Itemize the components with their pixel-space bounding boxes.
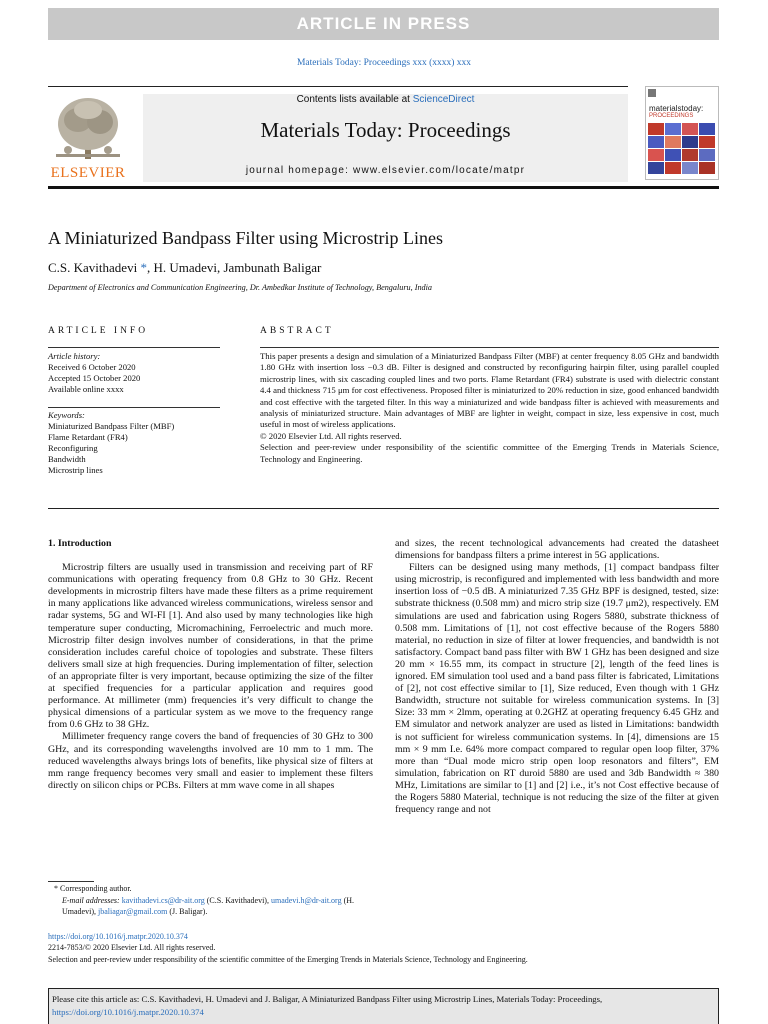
article-in-press-banner: ARTICLE IN PRESS — [48, 8, 719, 40]
abstract-heading: ABSTRACT — [260, 326, 334, 336]
cover-title: materialstoday: — [649, 104, 704, 113]
doi-block — [48, 931, 728, 965]
email-name-2: (H. Umadevi), — [62, 895, 355, 916]
journal-title: Materials Today: Proceedings — [260, 118, 511, 142]
citation-text: Please cite this article as: C.S. Kavithadevi, H. Umadevi and J. Baligar, A Miniaturized Bandpass Filter using Microstrip Lines, Materials Today: Proceedings, — [52, 994, 603, 1004]
article-info-rule — [48, 347, 220, 348]
header-top-rule — [48, 86, 628, 87]
right-column — [395, 538, 719, 816]
abstract-selection-note: Selection and peer-review under responsibility of the scientific committee of the Emerging Trends in Materials Science, Technology and Engineering. — [260, 442, 719, 464]
keywords-block — [48, 410, 218, 476]
email-link-2[interactable]: umadevi.h@dr-ait.org — [270, 895, 342, 905]
citation-doi-link[interactable]: https://doi.org/10.1016/j.matpr.2020.10.374 — [52, 1007, 204, 1017]
history-item: Available online xxxx — [48, 384, 124, 394]
cover-subtitle: PROCEEDINGS — [649, 113, 694, 119]
header-bottom-rule — [48, 186, 719, 189]
history-label: Article history: — [48, 351, 101, 361]
article-history — [48, 351, 218, 395]
history-item: Received 6 October 2020 — [48, 362, 136, 372]
contents-available-line — [143, 94, 628, 105]
email-label: E-mail addresses: — [62, 895, 122, 905]
keywords-rule — [48, 407, 220, 408]
article-info-heading: ARTICLE INFO — [48, 326, 149, 336]
email-addresses — [48, 895, 373, 918]
author-rest: , H. Umadevi, Jambunath Baligar — [146, 260, 322, 275]
email-link-1[interactable]: kavithadevi.cs@dr-ait.org — [121, 895, 205, 905]
body-separator-rule — [48, 508, 719, 509]
author-list — [48, 260, 321, 276]
keyword-item: Microstrip lines — [48, 465, 103, 475]
sciencedirect-link[interactable]: ScienceDirect — [412, 94, 475, 105]
journal-reference-link[interactable]: Materials Today: Proceedings xxx (xxxx) xxx — [296, 58, 472, 68]
history-item: Accepted 15 October 2020 — [48, 373, 141, 383]
affiliation: Department of Electronics and Communication Engineering, Dr. Ambedkar Institute of Technology, Bengaluru, India — [48, 283, 433, 292]
author-first: C.S. Kavithadevi — [48, 260, 138, 275]
cover-mosaic-icon — [648, 123, 718, 177]
citation-box — [48, 988, 719, 1024]
issn-copyright: 2214-7853/© 2020 Elsevier Ltd. All rights reserved. — [48, 943, 216, 953]
keywords-label: Keywords: — [48, 410, 85, 420]
doi-selection-note: Selection and peer-review under responsibility of the scientific committee of the Emerging Trends in Materials Science, Technology and Engineering. — [48, 954, 528, 964]
contents-prefix: Contents lists available at — [296, 94, 413, 105]
keyword-item: Bandwidth — [48, 454, 86, 464]
left-column — [48, 538, 373, 792]
email-name-3: (J. Baligar). — [167, 907, 208, 916]
journal-cover-thumbnail[interactable] — [645, 86, 719, 180]
right-paragraph-1: and sizes, the recent technological advancements had created the datasheet dimensions for bandpass filters a prime interest in 5G applications. — [395, 538, 719, 562]
abstract-paragraph: This paper presents a design and simulation of a Miniaturized Bandpass Filter (MBF) at center frequency 8.05 GHz and bandwidth 1.80 GHz with insertion loss −0.3 dB. Filter is designed and constructed by reconfiguring hairpin filter, using parallel coupled microstrip lines, with six cascading coupled lines and two ports. Flame Retardant (FR4) substrate is used with dielectric constant 4.4 and thickness 715 μm for cost effectiveness. Proposed filter is miniaturized to 20% reduction in size, good enhanced bandwidth and cost effective with the targeted filter. In this way a miniaturized and wide bandpass filter is achieved with measurements and analysis of miniaturized structure. Main advantages of MBF are lighter in weight, compact in size, less expensive in cost, much useful in most of wireless applications. — [260, 351, 719, 430]
keyword-item: Miniaturized Bandpass Filter (MBF) — [48, 421, 175, 431]
doi-link[interactable]: https://doi.org/10.1016/j.matpr.2020.10.374 — [48, 932, 188, 941]
abstract-rule — [260, 347, 719, 348]
elsevier-wordmark: ELSEVIER — [50, 165, 126, 181]
footnote-rule — [48, 881, 94, 882]
cover-logo-icon — [648, 89, 718, 103]
right-paragraph-2: Filters can be designed using many methods, [1] compact bandpass filter using microstrip, is reconfigured and implemented with less bandwidth and more insertion loss of −0.5 dB. A miniaturized 7.35 GHz BPF is designed, tested, size: substrate thickness (0.508 mm) and micro strip size (19.7 μm2), respectively. EM simulations are used and fabrication using Rogers 5880, substrate thickness of 0.508 mm. Limitations of [1], not cost effective because of the Rogers 5880 material, no reduction in size of filter at lower frequencies, and bandwidth is not satisfactory. Compact band pass filter with BW 1 GHz has been designed and size 20 mm × 16.55 mm, its compact in structure [2], length of the feed lines is ignored. EM simulation tool used and a band pass filter is fabricated, Limitations of [2], not cost effective similar to [1], Size reduced, Even though with 1 GHz Bandwidth, structure not suitable for wireless communication systems. In [3] Size: 33 mm × 2lmm, operating at 0.2GHZ at operating frequency 6.45 GHz and EM simulator and network analyzer are used as listed in Limitations: bandwidth is not sufficient for wireless communication systems. In [4], dimensions are 15 mm × 9 mm I.e. 64% more compact compared to regular open loop filter, 37% more than “Dual mode micro strip open loop resonators and filters”, EM simulation, fabrication on RT duroid 5880 are used and 3db Bandwidth ≈ 380 MHz, Limitations are similar to [1] and [2] i.e., it’s not Cost effective because of the Rogers 5880 Material, technique is not reducing the size of the filter at given frequency range and not — [395, 562, 719, 816]
corresponding-author-note: * Corresponding author. — [54, 884, 132, 893]
email-link-3[interactable]: jbaliagar@gmail.com — [98, 907, 168, 916]
corresponding-author-mark[interactable]: * — [140, 260, 147, 275]
email-name-1: (C.S. Kavithadevi), — [204, 895, 271, 905]
footnotes — [48, 883, 373, 918]
journal-homepage[interactable]: journal homepage: www.elsevier.com/locate/matpr — [245, 165, 526, 176]
introduction-heading: 1. Introduction — [48, 538, 112, 549]
abstract-body — [260, 351, 719, 465]
abstract-copyright: © 2020 Elsevier Ltd. All rights reserved. — [260, 430, 402, 441]
intro-paragraph-2: Millimeter frequency range covers the band of frequencies of 30 GHz to 300 GHz, and its corresponding wavelengths involved are 10 mm to 1 mm. The reduced wavelengths always brings lots of benefits, like physical size of filters at mm range frequency becomes very small and easier to implement these filters directly on silicon chips or PCBs. Filters at mm wave come in all shapes — [48, 731, 373, 791]
keyword-item: Reconfiguring — [48, 443, 98, 453]
keyword-item: Flame Retardant (FR4) — [48, 432, 128, 442]
intro-paragraph-1: Microstrip filters are usually used in transmission and receiving part of RF communications with operating frequency from 0.8 GHz to 30 GHz. Recent developments in microstrip filters have made these filters as a prime requirement in many applications like advanced wireless communications, wireless sensor and radar systems, 5G and WI-FI [1]. And also used by many technologies like high temperature super conducting, Micromachining, Ferroelectric and much more. Microstrip filter design involves number of considerations, in that the prime consideration includes careful choice of topologies and substrate. These filters delivers small size at high frequencies. During implementation of filter, selection of an appropriate filter is very important, because optimizing the size of the filter at specified frequencies for a particular application and requires good performance. At millimeter (mm) frequencies it’s very difficult to change the physical dimensions of a particular system as we move to the frequency range from 0.6 GHz to 38 GHz. — [48, 562, 373, 731]
paper-title: A Miniaturized Bandpass Filter using Microstrip Lines — [48, 228, 443, 248]
